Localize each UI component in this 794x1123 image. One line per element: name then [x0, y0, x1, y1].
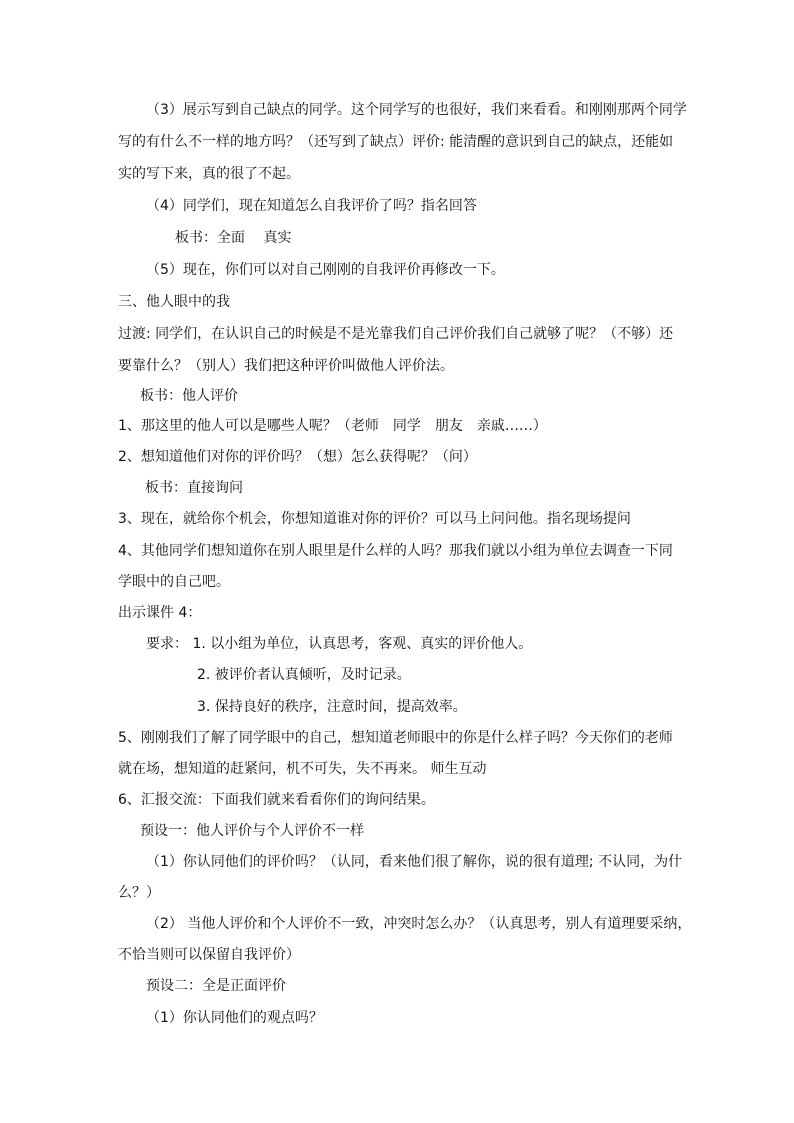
requirement-3: 3. 保持良好的秩序，注意时间，提高效率。 [197, 699, 467, 715]
item-2: 2、想知道他们对你的评价吗？（想）怎么获得呢？（问） [118, 449, 477, 465]
section-heading: 三、他人眼中的我 [118, 294, 230, 310]
preset-1-question-2-line-1: （2） 当他人评价和个人评价不一致，冲突时怎么办？（认真思考，别人有道理要采纳， [146, 916, 692, 932]
preset-1-question-2-line-2: 不恰当则可以保留自我评价） [118, 947, 300, 963]
preset-2-question-1: （1）你认同他们的观点吗？ [146, 1010, 323, 1026]
board-note-complete-true: 板书：全面 真实 [175, 230, 292, 246]
paragraph-5: （5）现在，你们可以对自己刚刚的自我评价再修改一下。 [146, 262, 505, 278]
paragraph-3-line-1: （3）展示写到自己缺点的同学。这个同学写的也很好，我们来看看。和刚刚那两个同学 [146, 102, 687, 118]
item-4-line-2: 学眼中的自己吧。 [118, 574, 230, 590]
courseware-heading: 出示课件 4： [118, 605, 202, 621]
item-6: 6、汇报交流：下面我们就来看看你们的询问结果。 [118, 792, 435, 808]
preset-1-question-1-line-2: 么？） [118, 885, 160, 901]
board-note-direct-inquiry: 板书：直接询问 [145, 480, 243, 496]
item-1: 1、那这里的他人可以是哪些人呢？（老师 同学 朋友 亲戚……） [118, 418, 547, 434]
paragraph-3-line-2: 写的有什么不一样的地方吗？（还写到了缺点）评价: 能清醒的意识到自己的缺点，还能如 [118, 134, 674, 150]
transition-line-2: 要靠什么？（别人）我们把这种评价叫做他人评价法。 [118, 358, 454, 374]
item-5-line-2: 就在场，想知道的赶紧问，机不可失，失不再来。 师生互动 [118, 761, 487, 777]
requirement-1: 要求： 1. 以小组为单位，认真思考，客观、真实的评价他人。 [146, 636, 533, 652]
paragraph-4: （4）同学们，现在知道怎么自我评价了吗？指名回答 [146, 198, 477, 214]
board-note-others-evaluation: 板书：他人评价 [140, 388, 238, 404]
requirement-2: 2. 被评价者认真倾听，及时记录。 [197, 667, 411, 683]
item-5-line-1: 5、刚刚我们了解了同学眼中的自己，想知道老师眼中的你是什么样子吗？今天你们的老师 [118, 730, 673, 746]
transition-line-1: 过渡: 同学们，在认识自己的时候是不是光靠我们自己评价我们自己就够了呢？（不够）还 [118, 326, 674, 342]
preset-2-heading: 预设二：全是正面评价 [146, 978, 286, 994]
item-3: 3、现在，就给你个机会，你想知道谁对你的评价？可以马上问问他。指名现场提问 [118, 511, 631, 527]
preset-1-question-1-line-1: （1）你认同他们的评价吗？（认同，看来他们很了解你，说的很有道理; 不认同，为什 [146, 854, 683, 870]
item-4-line-1: 4、其他同学们想知道你在别人眼里是什么样的人吗？那我们就以小组为单位去调查一下同 [118, 543, 673, 559]
paragraph-3-line-3: 实的写下来，真的很了不起。 [118, 166, 300, 182]
preset-1-heading: 预设一：他人评价与个人评价不一样 [140, 823, 364, 839]
